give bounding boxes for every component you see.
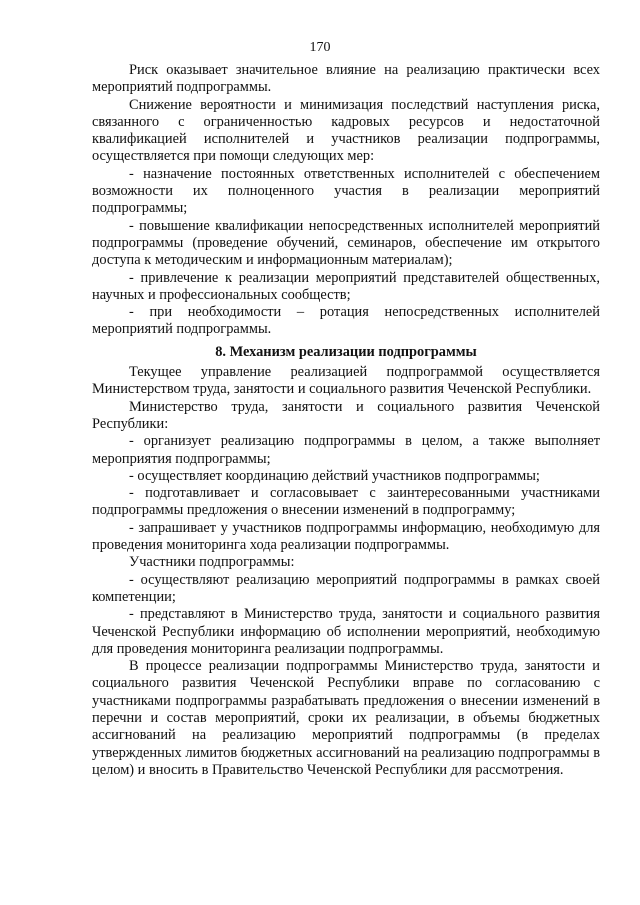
paragraph-participants: Участники подпрограммы: bbox=[129, 554, 295, 571]
paragraph-change-proposals: В процессе реализации подпрограммы Министерство труда, занятости и социального развития Чеченской Республики вправе по согласованию с участниками подпрограммы разрабатывать предложения о внесении изменений в перечни и состав мероприятий, сроки их реализации, в объемы бюджетных ассигнований на реализацию мероприятий подпрограммы (в пределах утвержденных лимитов бюджетных ассигнований на реализацию подпрограммы в целом) и вносить в Правительство Чеченской Республики для рассмотрения. bbox=[92, 658, 600, 778]
ministry-duty-item: - осуществляет координацию действий участников подпрограммы; bbox=[129, 467, 540, 484]
paragraph-current-management: Текущее управление реализацией подпрограммой осуществляется Министерством труда, занятости и социального развития Чеченской Республики. bbox=[92, 364, 600, 398]
paragraph-risk-influence: Риск оказывает значительное влияние на реализацию практически всех мероприятий подпрограммы. bbox=[92, 62, 600, 96]
participant-duty-item: - осуществляют реализацию мероприятий подпрограммы в рамках своей компетенции; bbox=[92, 571, 600, 605]
ministry-duty-item: - запрашивает у участников подпрограммы информацию, необходимую для проведения мониторинга хода реализации подпрограммы. bbox=[92, 519, 600, 554]
participant-duty-item: - представляют в Министерство труда, занятости и социального развития Чеченской Республики информацию об исполнении мероприятий, необходимую для проведения мониторинга реализации подпрограммы. bbox=[92, 606, 600, 657]
section-heading: 8. Механизм реализации подпрограммы bbox=[215, 343, 477, 360]
page-body bbox=[92, 62, 600, 779]
measure-item: - назначение постоянных ответственных исполнителей с обеспечением возможности их полноценного участия в реализации мероприятий подпрограммы; bbox=[92, 165, 600, 217]
page-number: 170 bbox=[309, 40, 331, 55]
ministry-duty-item: - подготавливает и согласовывает с заинтересованными участниками подпрограммы предложения о внесении изменений в подпрограмму; bbox=[92, 485, 600, 519]
measure-item: - при необходимости – ротация непосредственных исполнителей мероприятий подпрограммы. bbox=[92, 304, 600, 338]
ministry-duty-item: - организует реализацию подпрограммы в целом, а также выполняет мероприятия подпрограммы; bbox=[92, 433, 600, 467]
measure-item: - повышение квалификации непосредственных исполнителей мероприятий подпрограммы (проведение обучений, семинаров, обеспечение им открытого доступа к методическим и информационным материалам); bbox=[92, 217, 600, 269]
paragraph-risk-mitigation: Снижение вероятности и минимизация последствий наступления риска, связанного с ограниченностью кадровых ресурсов и недостаточной квалификацией исполнителей и участников реализации подпрограммы, осуществляется при помощи следующих мер: bbox=[92, 96, 600, 165]
paragraph-ministry-duties: Министерство труда, занятости и социального развития Чеченской Республики: bbox=[92, 398, 600, 432]
measure-item: - привлечение к реализации мероприятий представителей общественных, научных и профессиональных сообществ; bbox=[92, 269, 600, 303]
